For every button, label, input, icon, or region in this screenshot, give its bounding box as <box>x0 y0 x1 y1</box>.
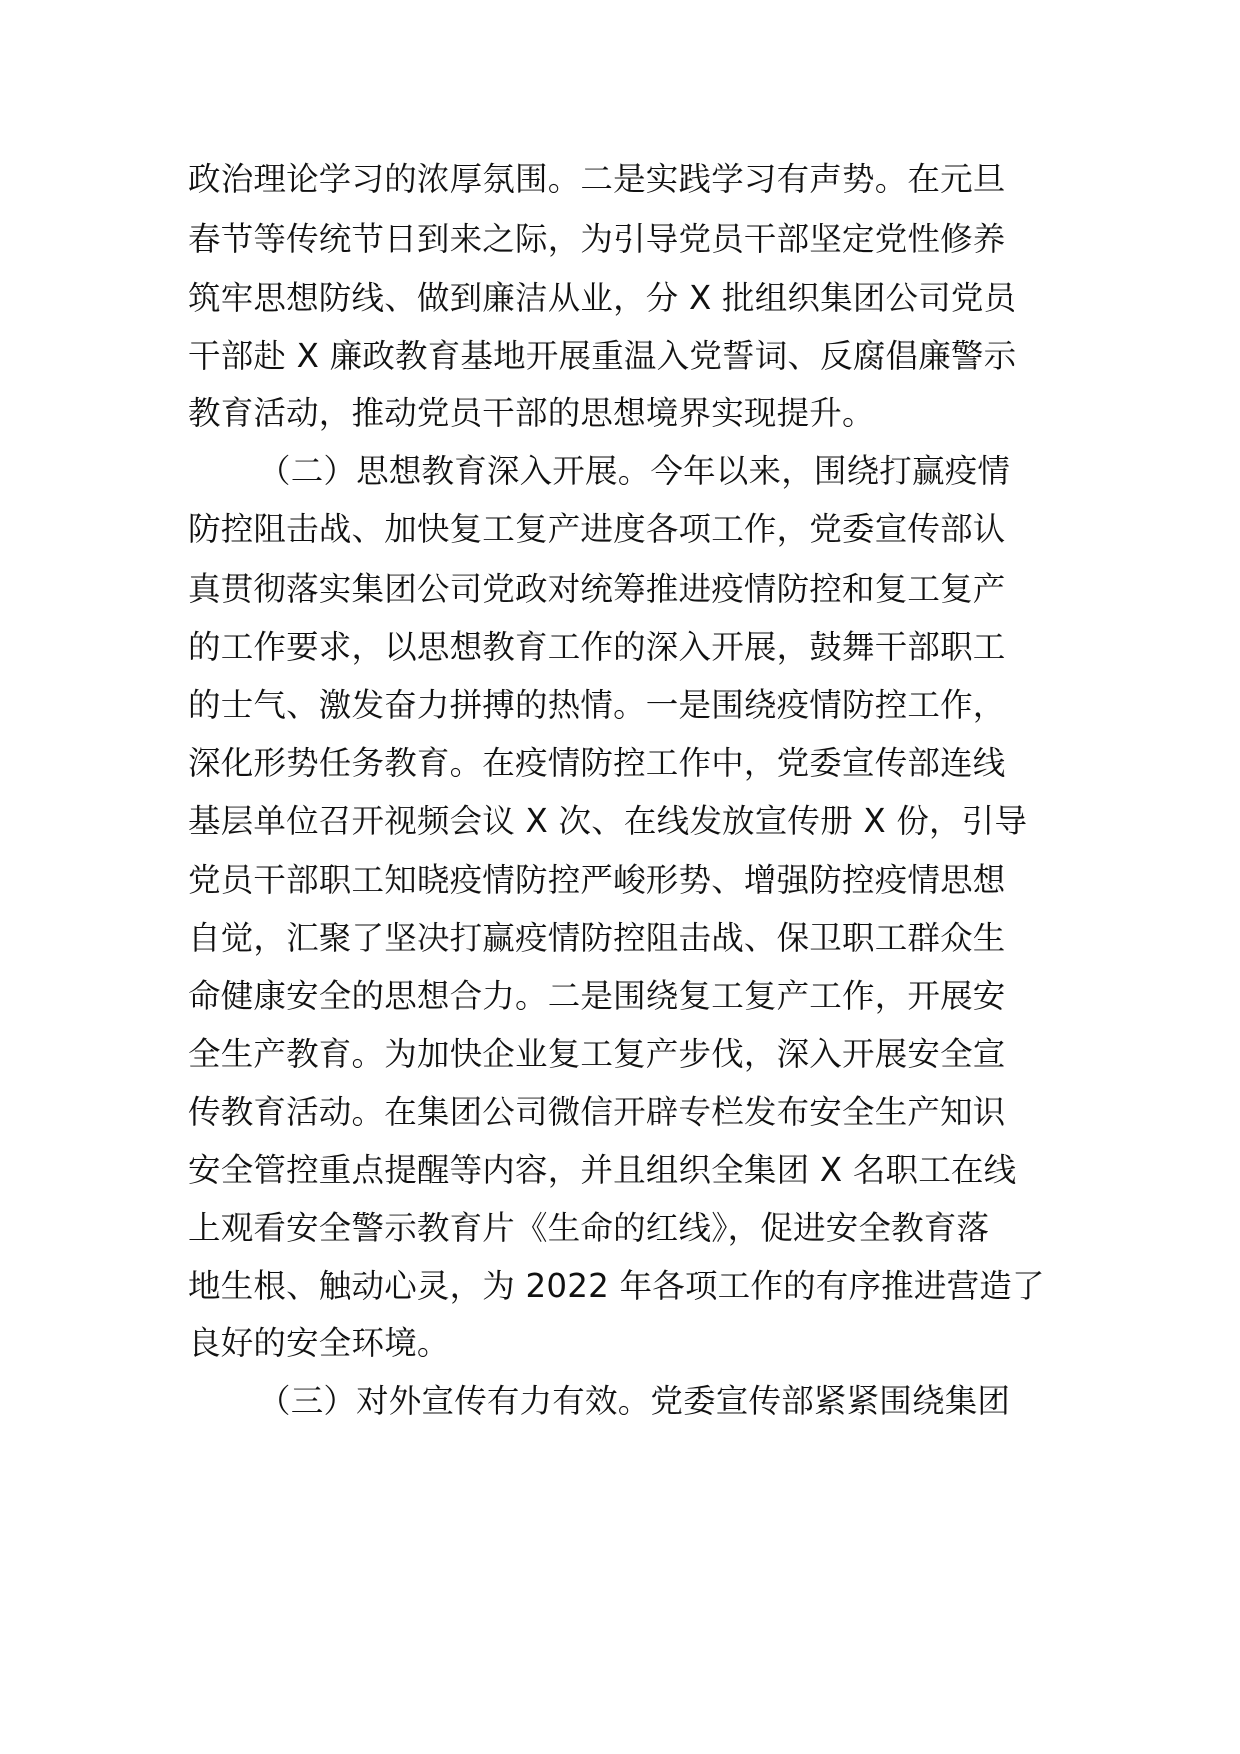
text-line: 全生产教育。为加快企业复工复产步伐，深入开展安全宣 <box>188 1035 1006 1073</box>
text-line: 的工作要求，以思想教育工作的深入开展，鼓舞干部职工 <box>188 628 1006 666</box>
text-line: 教育活动，推动党员干部的思想境界实现提升。 <box>188 394 875 432</box>
text-line: 深化形势任务教育。在疫情防控工作中，党委宣传部连线 <box>188 744 1006 782</box>
text-line: 政治理论学习的浓厚氛围。二是实践学习有声势。在元旦 <box>188 160 1006 198</box>
text-line: 安全管控重点提醒等内容，并且组织全集团 X 名职工在线 <box>188 1151 1017 1189</box>
text-line: 命健康安全的思想合力。二是围绕复工复产工作，开展安 <box>188 977 1006 1015</box>
text-line: 春节等传统节日到来之际，为引导党员干部坚定党性修养 <box>188 220 1006 258</box>
section-heading-line: （三）对外宣传有力有效。党委宣传部紧紧围绕集团 <box>258 1382 1011 1420</box>
text-line: 基层单位召开视频会议 X 次、在线发放宣传册 X 份，引导 <box>188 802 1028 840</box>
text-line: 地生根、触动心灵，为 2022 年各项工作的有序推进营造了 <box>188 1267 1045 1305</box>
text-line: 的士气、激发奋力拼搏的热情。一是围绕疫情防控工作， <box>188 686 1006 724</box>
text-line: 干部赴 X 廉政教育基地开展重温入党誓词、反腐倡廉警示 <box>188 337 1017 375</box>
text-line: 传教育活动。在集团公司微信开辟专栏发布安全生产知识 <box>188 1093 1006 1131</box>
section-heading-line: （二）思想教育深入开展。今年以来，围绕打赢疫情 <box>258 452 1011 490</box>
text-line: 自觉，汇聚了坚决打赢疫情防控阻击战、保卫职工群众生 <box>188 919 1006 957</box>
text-line: 筑牢思想防线、做到廉洁从业，分 X 批组织集团公司党员 <box>188 279 1017 317</box>
text-line: 党员干部职工知晓疫情防控严峻形势、增强防控疫情思想 <box>188 861 1006 899</box>
text-line: 良好的安全环境。 <box>188 1324 450 1362</box>
text-line: 上观看安全警示教育片《生命的红线》，促进安全教育落 <box>188 1209 990 1247</box>
text-line: 防控阻击战、加快复工复产进度各项工作，党委宣传部认 <box>188 510 1006 548</box>
text-line: 真贯彻落实集团公司党政对统筹推进疫情防控和复工复产 <box>188 570 1006 608</box>
